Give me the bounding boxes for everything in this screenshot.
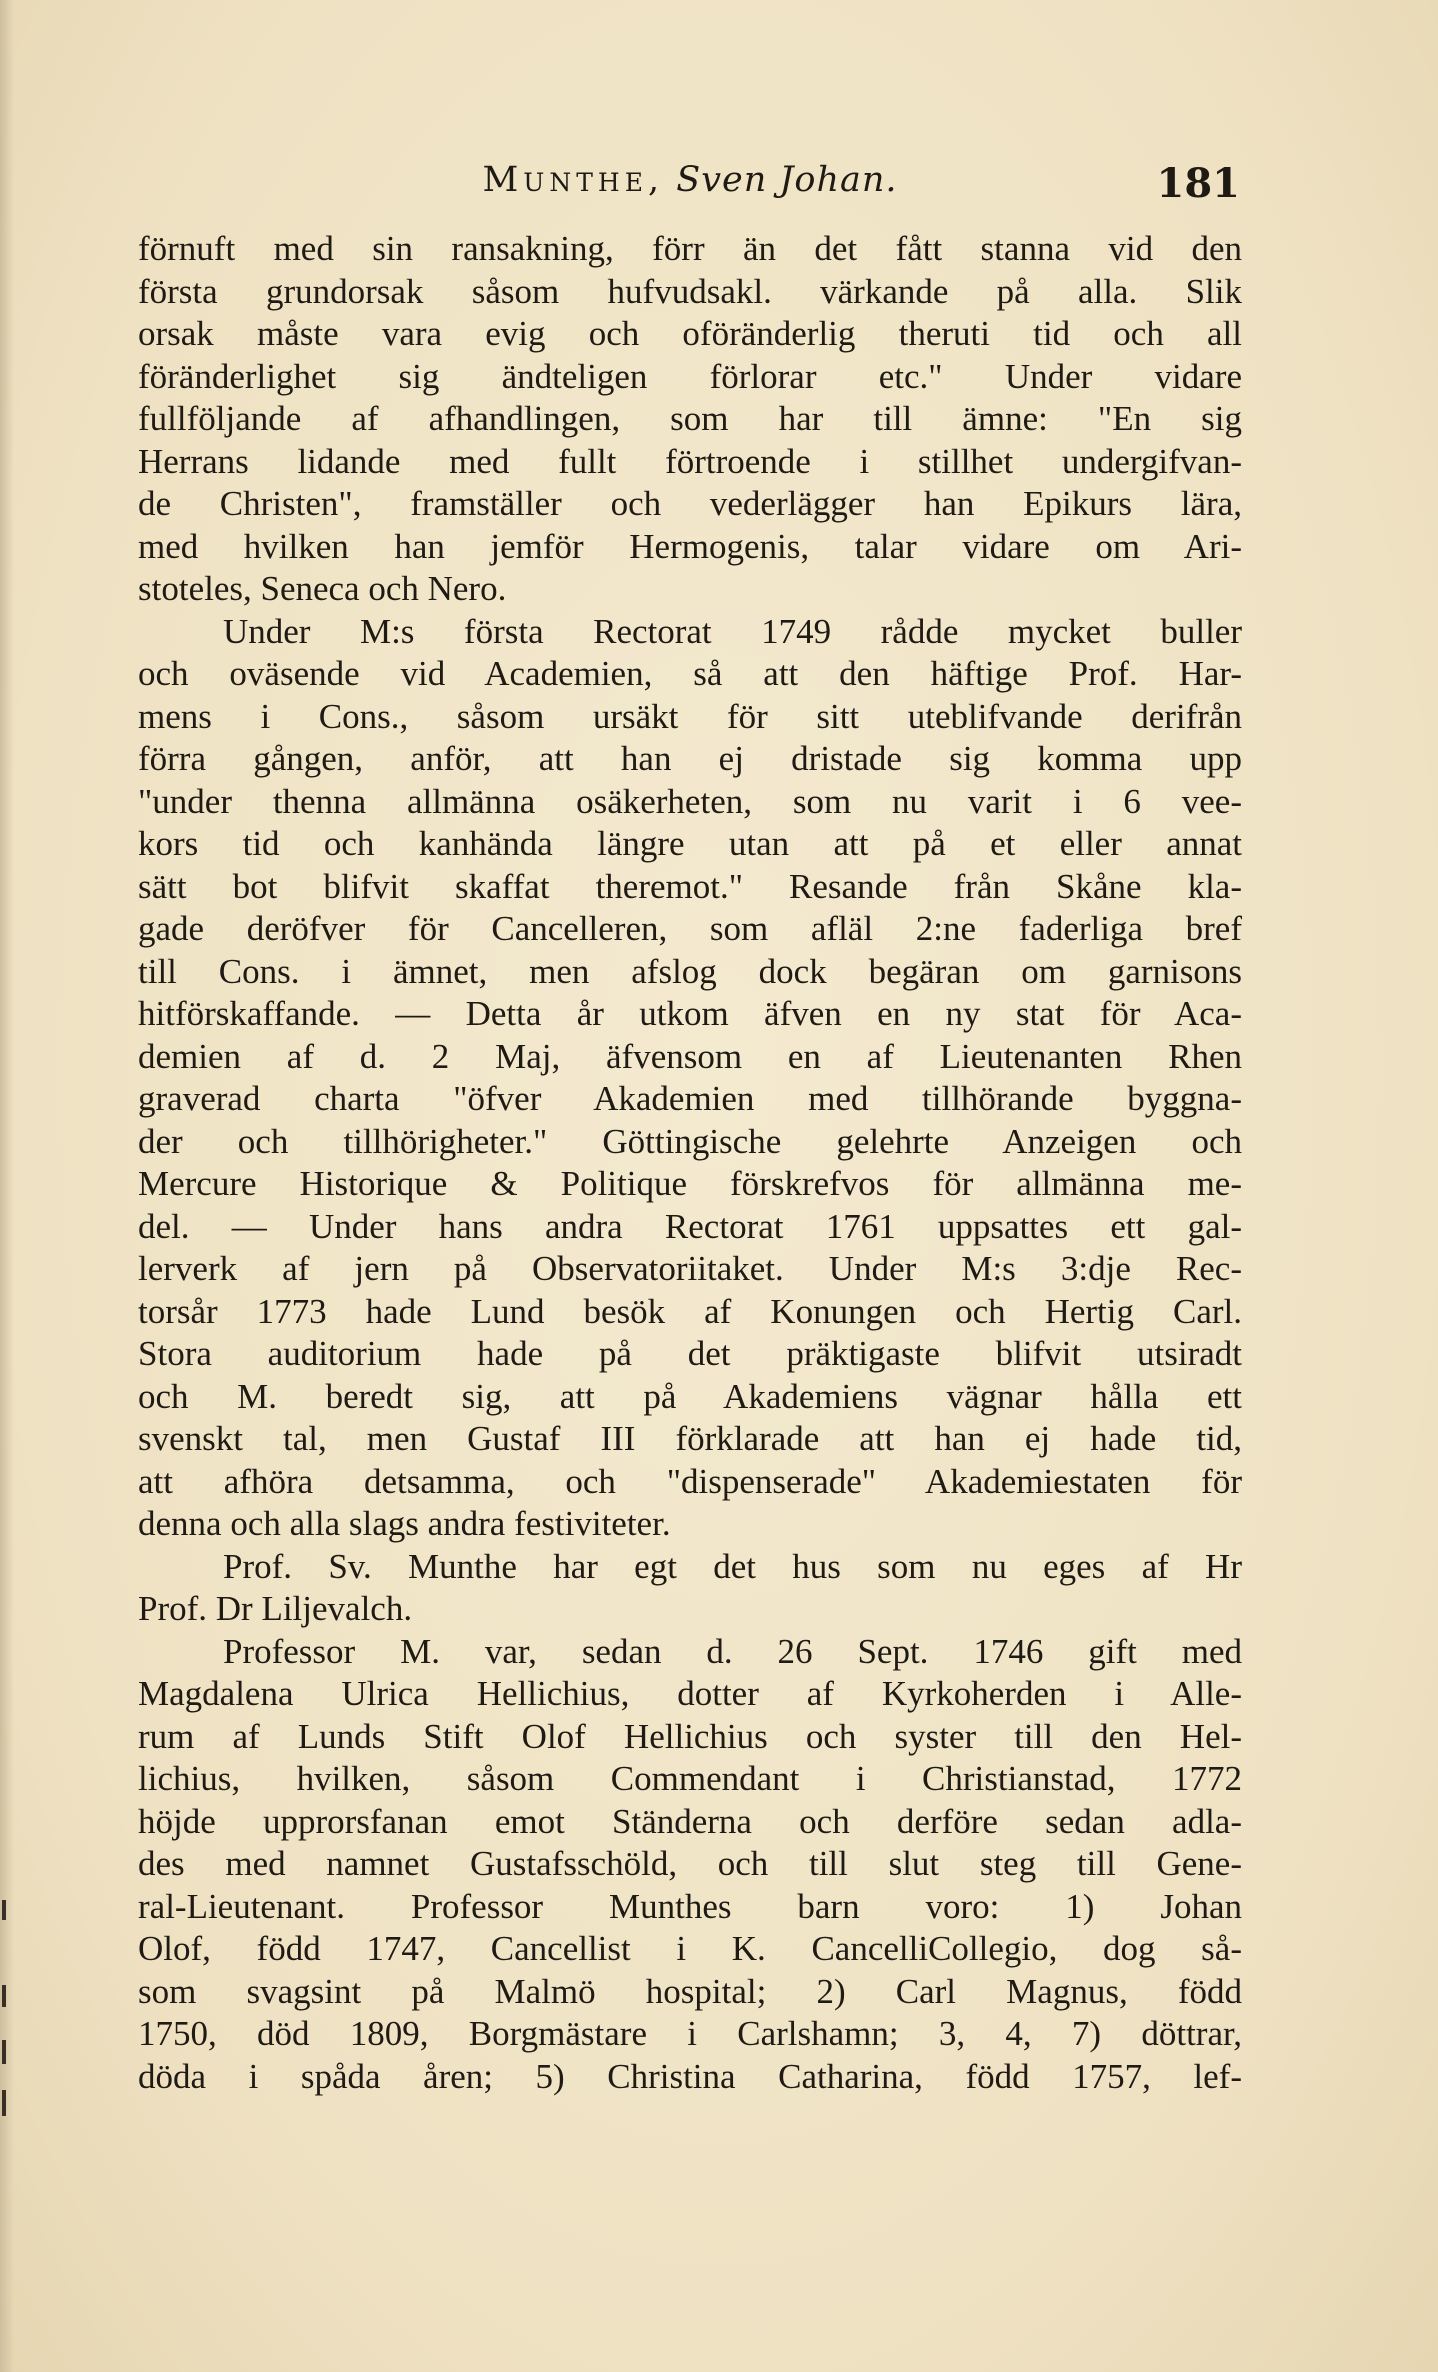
page-number: 181 <box>1156 160 1240 207</box>
text-line: Professor M. var, sedan d. 26 Sept. 1746 gift med <box>223 1631 1242 1671</box>
text-line: Prof. Dr Liljevalch. <box>138 1589 413 1628</box>
text-line: Herrans lidande med fullt förtroende i stillhet undergifvan- <box>138 441 1242 481</box>
binding-mark <box>2 1985 6 2007</box>
text-line: torsår 1773 hade Lund besök af Konungen och Hertig Carl. <box>138 1291 1242 1331</box>
text-line: döda i spåda åren; 5) Christina Catharina, född 1757, lef- <box>138 2056 1242 2096</box>
text-line: Olof, född 1747, Cancellist i K. CancelliCollegio, dog så- <box>138 1929 1242 1968</box>
text-line: Under M:s första Rectorat 1749 rådde mycket buller <box>223 611 1242 651</box>
running-head-title <box>140 160 1240 200</box>
text-line: till Cons. i ämnet, men afslog dock begäran om garnisons <box>138 951 1242 991</box>
text-line: Magdalena Ulrica Hellichius, dotter af Kyrkoherden i Alle- <box>138 1674 1242 1713</box>
binding-mark <box>2 2040 6 2064</box>
text-line: Mercure Historique & Politique förskrefvos för allmänna me- <box>138 1164 1242 1203</box>
text-line: del. — Under hans andra Rectorat 1761 uppsattes ett gal- <box>138 1206 1242 1246</box>
text-line: demien af d. 2 Maj, äfvensom en af Lieutenanten Rhen <box>138 1036 1242 1076</box>
text-line: och M. beredt sig, att på Akademiens vägnar hålla ett <box>138 1376 1242 1416</box>
text-line: svenskt tal, men Gustaf III förklarade att han ej hade tid, <box>138 1419 1242 1458</box>
text-line: rum af Lunds Stift Olof Hellichius och syster till den Hel- <box>138 1716 1242 1756</box>
binding-mark <box>2 1900 6 1920</box>
text-line: "under thenna allmänna osäkerheten, som nu varit i 6 vee- <box>138 781 1242 821</box>
text-line: der och tillhörigheter." Göttingische gelehrte Anzeigen och <box>138 1121 1242 1161</box>
text-line: Prof. Sv. Munthe har egt det hus som nu eges af Hr <box>223 1546 1242 1586</box>
text-line: förra gången, anför, att han ej dristade sig komma upp <box>138 739 1242 778</box>
text-line: förnuft med sin ransakning, förr än det fått stanna vid den <box>138 229 1242 268</box>
text-line: första grundorsak såsom hufvudsakl. värkande på alla. Slik <box>138 271 1242 311</box>
text-line: med hvilken han jemför Hermogenis, talar vidare om Ari- <box>138 526 1242 566</box>
text-line: föränderlighet sig ändteligen förlorar etc." Under vidare <box>138 356 1242 396</box>
text-line: och oväsende vid Academien, så att den häftige Prof. Har- <box>138 654 1242 693</box>
text-line: stoteles, Seneca och Nero. <box>138 569 507 608</box>
text-line: hitförskaffande. — Detta år utkom äfven en ny stat för Aca- <box>138 994 1242 1033</box>
head-surname: Munthe, <box>482 160 665 200</box>
text-line: 1750, död 1809, Borgmästare i Carlshamn; 3, 4, 7) döttrar, <box>138 2014 1242 2053</box>
text-line: fullföljande af afhandlingen, som har till ämne: "En sig <box>138 399 1242 438</box>
text-line: Stora auditorium hade på det präktigaste blifvit utsiradt <box>138 1334 1242 1373</box>
body-text <box>138 228 1242 2098</box>
text-line: orsak måste vara evig och oföränderlig theruti tid och all <box>138 314 1242 353</box>
text-line: höjde upprorsfanan emot Ständerna och derföre sedan adla- <box>138 1801 1242 1841</box>
text-line: sätt bot blifvit skaffat theremot." Resande från Skåne kla- <box>138 866 1242 906</box>
text-line: kors tid och kanhända längre utan att på et eller annat <box>138 824 1242 863</box>
text-line: som svagsint på Malmö hospital; 2) Carl Magnus, född <box>138 1971 1242 2011</box>
text-line: lerverk af jern på Observatoriitaket. Under M:s 3:dje Rec- <box>138 1249 1242 1288</box>
head-given-name: Sven Johan. <box>676 160 898 200</box>
text-line: de Christen", framställer och vederlägger han Epikurs lära, <box>138 484 1242 523</box>
page-edge-shadow <box>0 0 14 2372</box>
text-line: des med namnet Gustafsschöld, och till slut steg till Gene- <box>138 1844 1242 1883</box>
running-head <box>140 160 1240 216</box>
text-line: denna och alla slags andra festiviteter. <box>138 1504 671 1543</box>
text-line: gade deröfver för Cancelleren, som afläl 2:ne faderliga bref <box>138 909 1242 948</box>
text-line: ral-Lieutenant. Professor Munthes barn voro: 1) Johan <box>138 1886 1242 1926</box>
text-line: graverad charta "öfver Akademien med tillhörande byggna- <box>138 1079 1242 1118</box>
text-line: att afhöra detsamma, och "dispenserade" Akademiestaten för <box>138 1461 1242 1501</box>
binding-mark <box>2 2090 6 2116</box>
text-line: mens i Cons., såsom ursäkt för sitt uteblifvande derifrån <box>138 696 1242 736</box>
text-line: lichius, hvilken, såsom Commendant i Christianstad, 1772 <box>138 1759 1242 1798</box>
